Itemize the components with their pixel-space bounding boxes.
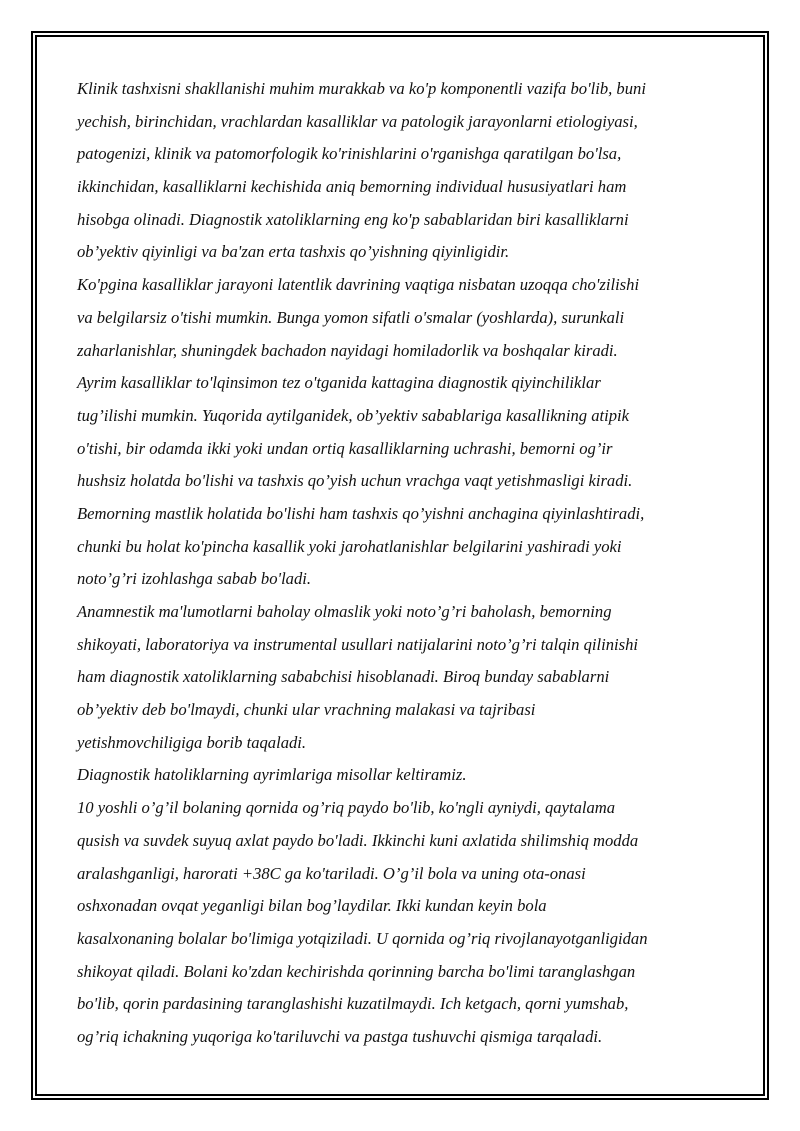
text-line: ikkinchidan, kasalliklarni kechishida aniq bemorning individual hususiyatlari ham [77, 177, 627, 197]
text-line: og’riq ichakning yuqoriga ko'tariluvchi va pastga tushuvchi qismiga tarqaladi. [77, 1026, 603, 1046]
document-body [77, 73, 729, 1054]
text-line: Anamnestik ma'lumotlarni baholay olmaslik yoki noto’g’ri baholash, bemorning [77, 602, 612, 621]
text-line: noto’g’ri izohlashga sabab bo'ladi. [77, 569, 312, 589]
text-line: o'tishi, bir odamda ikki yoki undan ortiq kasalliklarning uchrashi, bemorni og’ir [77, 438, 613, 458]
text-line: hushsiz holatda bo'lishi va tashxis qo’yish uchun vrachga vaqt yetishmasligi kiradi. [77, 471, 633, 491]
text-line: Diagnostik hatoliklarning ayrimlariga misollar keltiramiz. [77, 765, 467, 785]
text-line: aralashganligi, harorati +38C ga ko'tariladi. O’g’il bola va uning ota-onasi [77, 863, 586, 883]
text-line: shikoyat qiladi. Bolani ko'zdan kechirishda qorinning barcha bo'limi taranglashgan [77, 961, 636, 981]
text-line: Bemorning mastlik holatida bo'lishi ham tashxis qo’yishni anchagina qiyinlashtiradi, [77, 503, 645, 523]
text-line: bo'lib, qorin pardasining taranglashishi kuzatilmaydi. Ich ketgach, qorni yumshab, [77, 994, 629, 1014]
text-line: oshxonadan ovqat yeganligi bilan bog’laydilar. Ikki kundan keyin bola [77, 896, 547, 916]
text-line: ob’yektiv qiyinligi va ba'zan erta tashxis qo’yishning qiyinligidir. [77, 242, 510, 262]
text-line: hisobga olinadi. Diagnostik xatoliklarning eng ko'p sabablaridan biri kasalliklarni [77, 209, 629, 229]
text-line: shikoyati, laboratoriya va instrumental usullari natijalarini noto’g’ri talqin qilinishi [77, 634, 638, 654]
text-line: yetishmovchiligiga borib taqaladi. [77, 732, 307, 752]
text-line: va belgilarsiz o'tishi mumkin. Bunga yomon sifatli o'smalar (yoshlarda), surunkali [77, 307, 625, 327]
text-line: Ayrim kasalliklar to'lqinsimon tez o'tganida kattagina diagnostik qiyinchiliklar [77, 373, 601, 393]
text-line: tug’ilishi mumkin. Yuqorida aytilganidek, ob’yektiv sabablariga kasallikning atipik [77, 405, 629, 425]
text-line: zaharlanishlar, shuningdek bachadon nayidagi homiladorlik va boshqalar kiradi. [77, 340, 618, 360]
text-line: ob’yektiv deb bo'lmaydi, chunki ular vrachning malakasi va tajribasi [77, 700, 536, 720]
text-line: Ko'pgina kasalliklar jarayoni latentlik davrining vaqtiga nisbatan uzoqqa cho'zilishi [77, 275, 640, 295]
text-line: 10 yoshli o’g’il bolaning qornida og’riq paydo bo'lib, ko'ngli ayniydi, qaytalama [77, 798, 616, 818]
text-line: patogenizi, klinik va patomorfologik ko'rinishlarini o'rganishga qaratilgan bo'lsa, [77, 144, 622, 164]
text-line: qusish va suvdek suyuq axlat paydo bo'ladi. Ikkinchi kuni axlatida shilimshiq modda [77, 830, 639, 850]
text-line: chunki bu holat ko'pincha kasallik yoki jarohatlanishlar belgilarini yashiradi yoki [77, 536, 622, 556]
text-line: ham diagnostik xatoliklarning sababchisi hisoblanadi. Biroq bunday sabablarni [77, 667, 610, 687]
text-line: yechish, birinchidan, vrachlardan kasalliklar va patologik jarayonlarni etiologiyasi, [77, 111, 638, 131]
text-line: Klinik tashxisni shakllanishi muhim murakkab va ko'p komponentli vazifa bo'lib, buni [77, 79, 646, 98]
text-line: kasalxonaning bolalar bo'limiga yotqiziladi. U qornida og’riq rivojlanayotganligidan [77, 928, 648, 948]
